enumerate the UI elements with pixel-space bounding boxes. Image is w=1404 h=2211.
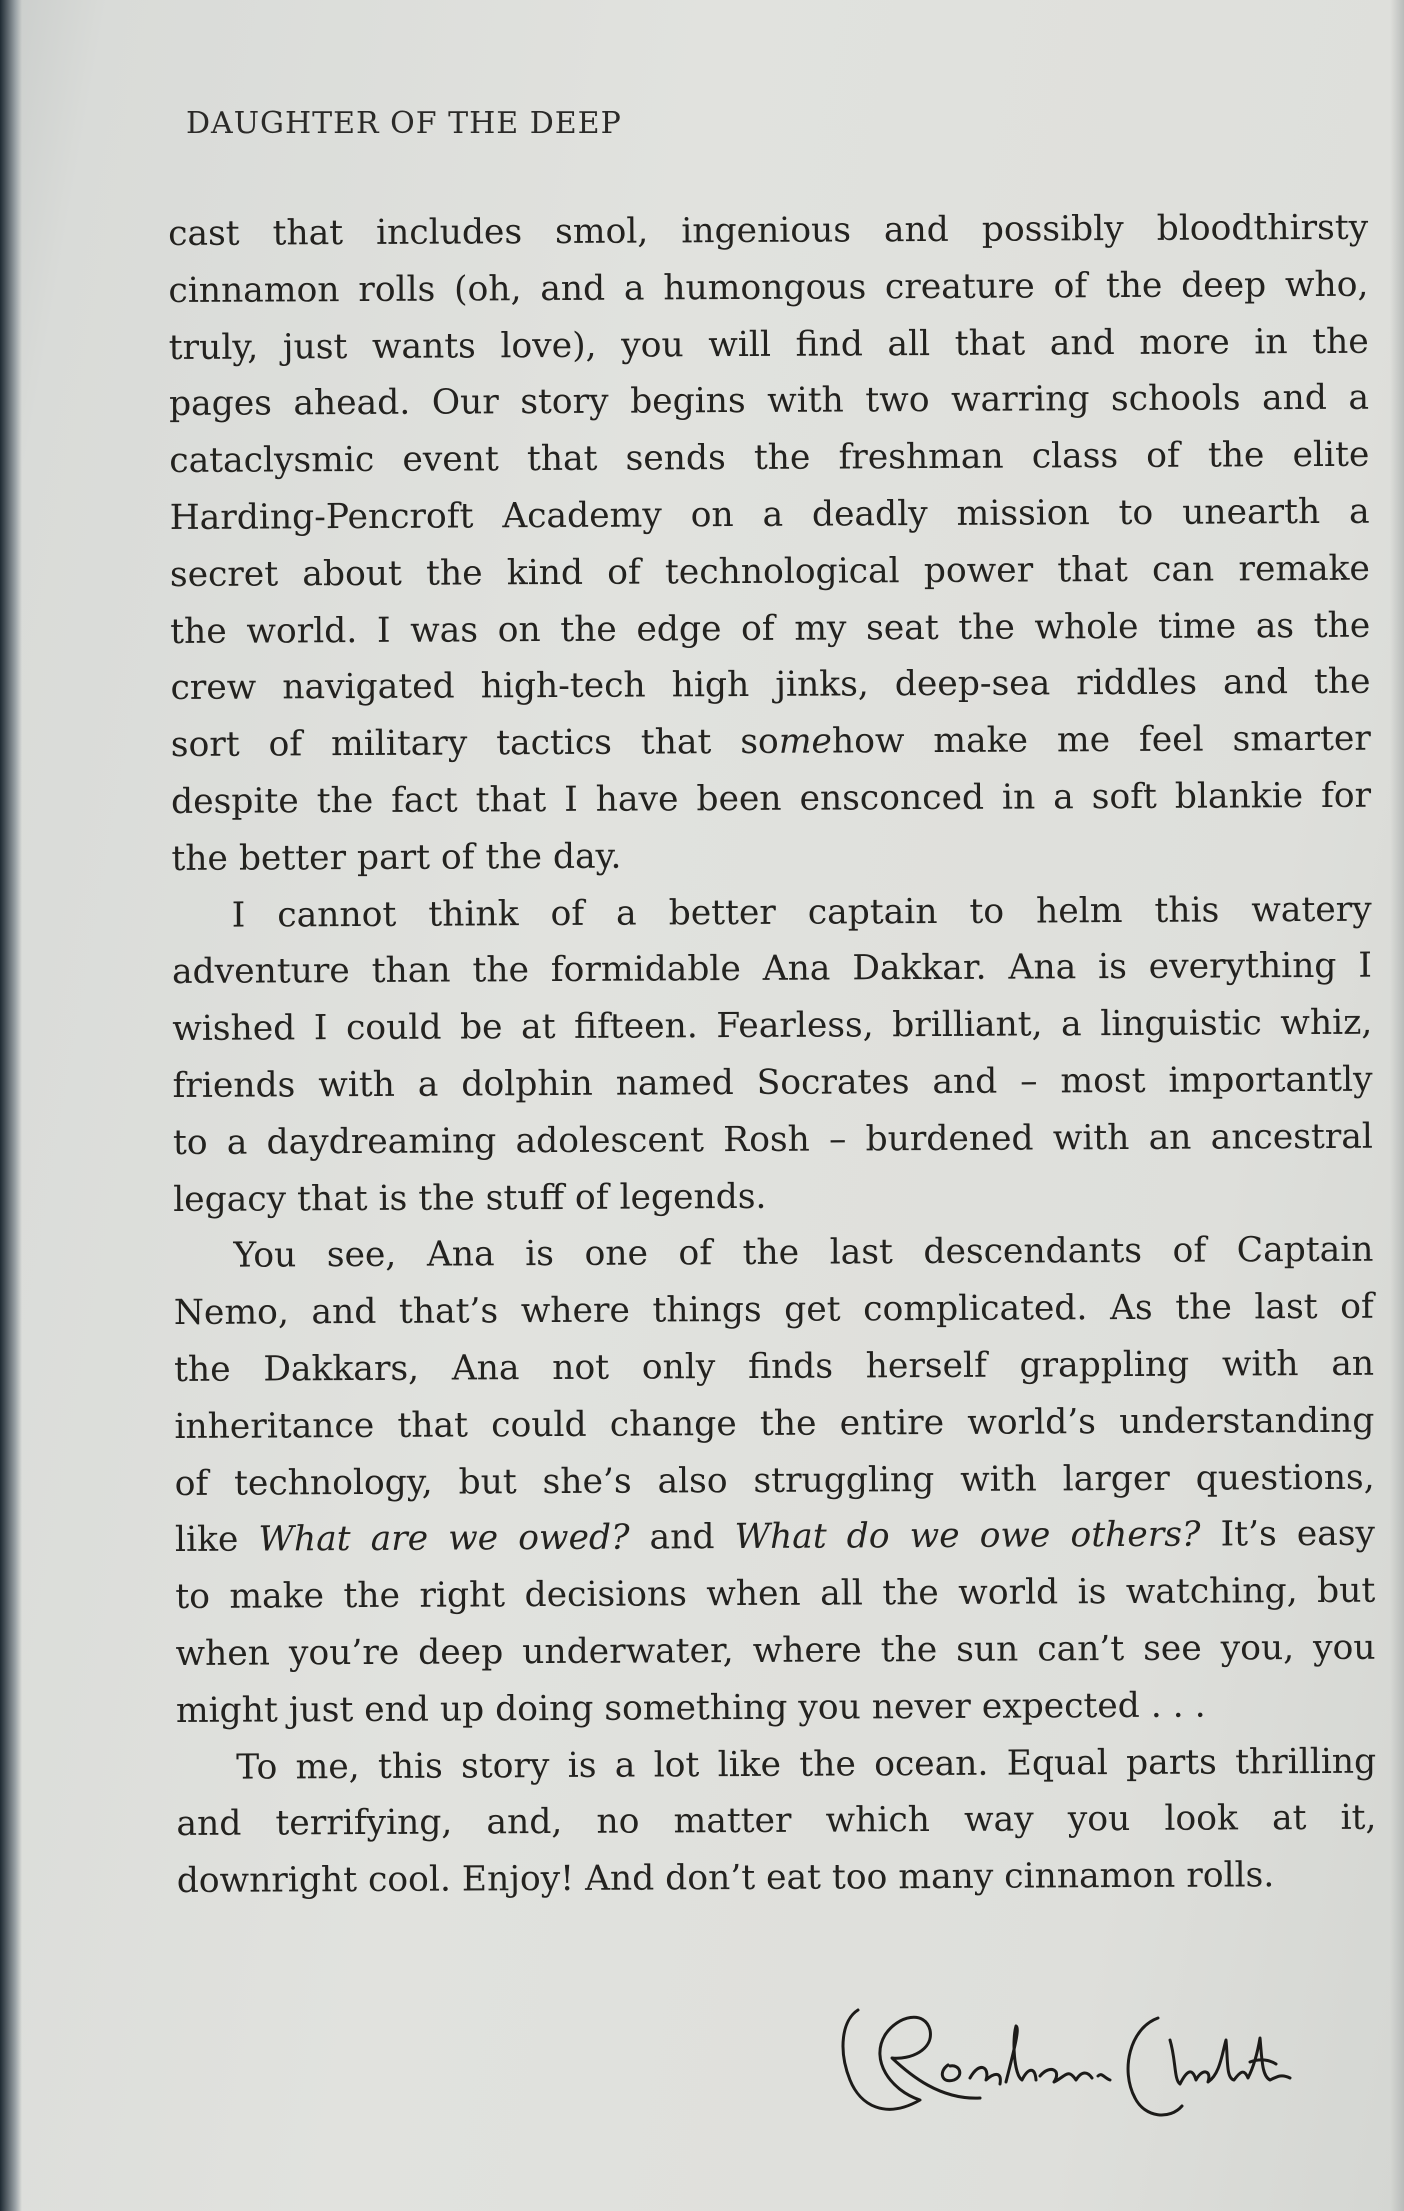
page-edge (1390, 0, 1404, 2211)
spine-shadow (0, 0, 22, 2211)
paragraph-3 (173, 1222, 1376, 1739)
paragraph-1 (168, 200, 1372, 888)
text-line-emphasis: like What are we owed? and What do we owe others? It’s easy (174, 1514, 1376, 1561)
signature-drawing (830, 1980, 1300, 2140)
text-line: friends with a dolphin named Socrates and – most importantly (172, 1059, 1373, 1106)
text-line: when you’re deep underwater, where the sun can’t see you, you (175, 1627, 1376, 1674)
text-line: to a daydreaming adolescent Rosh – burdened with an ancestral (172, 1116, 1373, 1163)
text-line: You see, Ana is one of the last descendants of Captain (233, 1230, 1374, 1277)
text-line: cinnamon rolls (oh, and a humongous creature of the deep who, (168, 264, 1369, 311)
text-line: Harding-Pencroft Academy on a deadly mission to unearth a (169, 491, 1370, 538)
text-line: I cannot think of a better captain to helm this watery (231, 889, 1372, 936)
text-line-emphasis: sort of military tactics that somehow make me feel smarter (170, 718, 1371, 766)
text-line: and terrifying, and, no matter which way you look at it, (176, 1798, 1377, 1845)
text-line: wished I could be at fifteen. Fearless, brilliant, a linguistic whiz, (172, 1002, 1373, 1050)
text-line: might just end up doing something you never expected . . . (175, 1685, 1206, 1731)
text-line: of technology, but she’s also struggling with larger questions, (174, 1457, 1375, 1504)
text-line: crew navigated high-tech high jinks, deep-sea riddles and the (170, 662, 1371, 709)
body-text (168, 200, 1377, 1910)
text-line: cataclysmic event that sends the freshman class of the elite (169, 434, 1370, 482)
author-signature (830, 1980, 1300, 2140)
text-line: to make the right decisions when all the world is watching, but (175, 1570, 1376, 1618)
text-line: legacy that is the stuff of legends. (173, 1176, 767, 1220)
text-line: cast that includes smol, ingenious and possibly bloodthirsty (168, 207, 1369, 254)
text-line: Nemo, and that’s where things get complicated. As the last of (173, 1286, 1374, 1334)
text-line: To me, this story is a lot like the ocean. Equal parts thrilling (236, 1741, 1377, 1788)
text-line: the world. I was on the edge of my seat the whole time as the (170, 605, 1371, 652)
paragraph-2 (172, 881, 1374, 1228)
text-line: the Dakkars, Ana not only finds herself grappling with an (173, 1343, 1375, 1390)
text-line: truly, just wants love), you will find all that and more in the (168, 321, 1369, 368)
text-line: inheritance that could change the entire world’s understanding (174, 1400, 1375, 1447)
paragraph-4 (176, 1733, 1377, 1910)
text-line: adventure than the formidable Ana Dakkar. Ana is everything I (171, 946, 1373, 993)
running-head: DAUGHTER OF THE DEEP (186, 106, 622, 141)
text-line: despite the fact that I have been ensconced in a soft blankie for (171, 775, 1372, 822)
text-line: pages ahead. Our story begins with two warring schools and a (168, 378, 1370, 425)
text-line: secret about the kind of technological power that can remake (169, 548, 1371, 595)
text-line: downright cool. Enjoy! And don’t eat too many cinnamon rolls. (176, 1855, 1275, 1902)
text-line: the better part of the day. (171, 836, 622, 879)
